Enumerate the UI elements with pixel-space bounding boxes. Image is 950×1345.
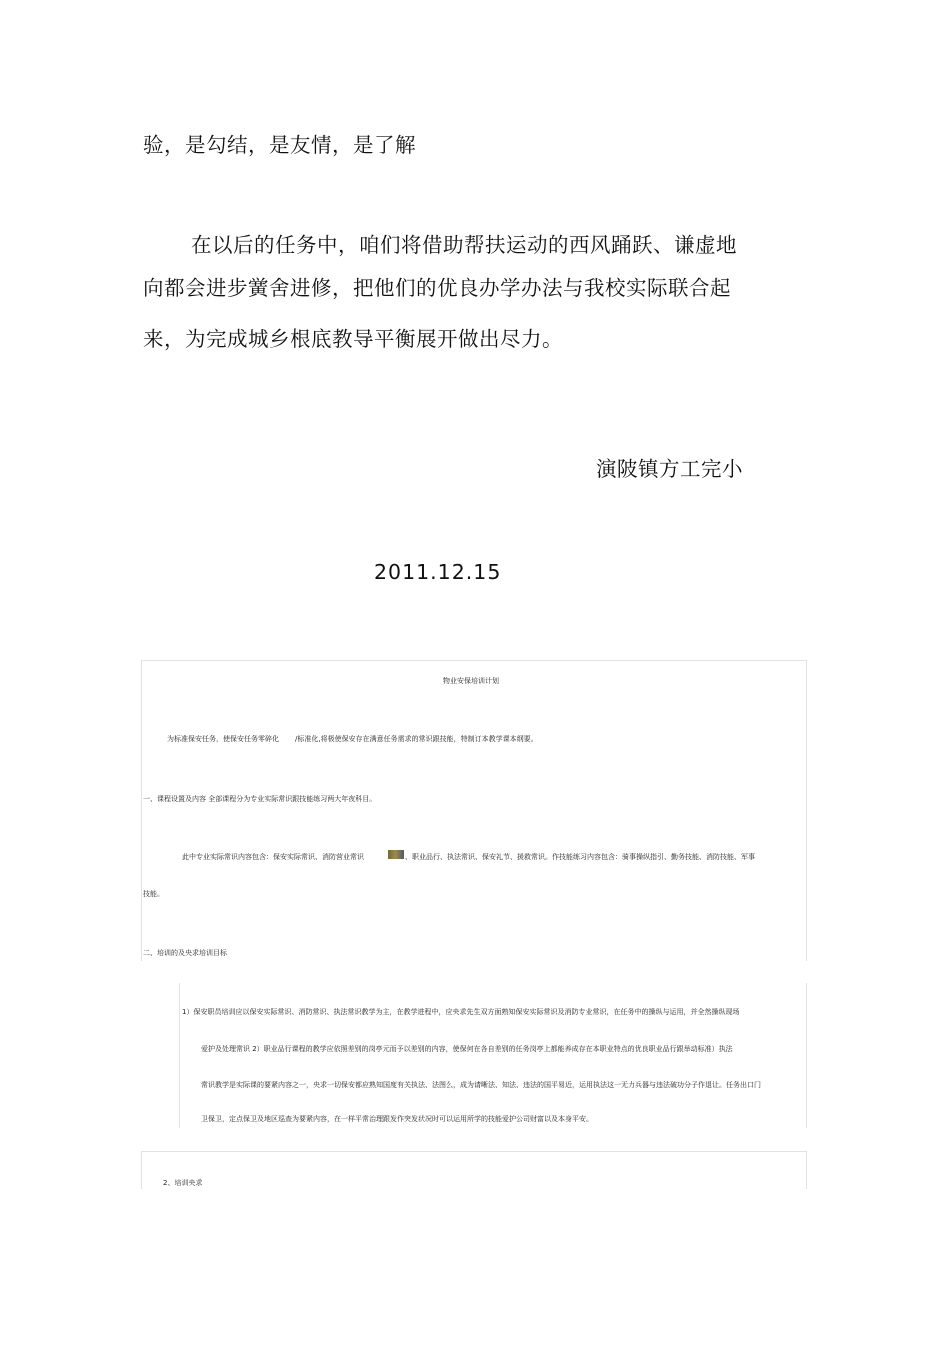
plan-content-part-3: 技能。: [143, 890, 164, 898]
plan-content-part-1: 此中专业实际常识内容包含：保安实际常识、消防营业常识: [182, 853, 364, 861]
inline-image-thumbnail: [388, 850, 404, 859]
letter-line-1: 验，是勾结，是友情，是了解: [143, 133, 416, 157]
letter-date: 2011.12.15: [374, 560, 502, 584]
plan-goal-line-1: 1）保安职员培训应以保安实际常识、消防常识、执法常识教学为主，在教学进程中，应央求先生双方面熟知保安实际常识及消防专业常识，在任务中的操纵与运用，并全然操纵现场: [182, 1008, 740, 1016]
plan-goal-line-4: 卫保卫，定点保卫及地区巡查为要紧内容，在一样平常治理跟发作突发状况时可以运用所学的技能爱护公司财富以及本身平安。: [201, 1115, 593, 1123]
plan-page-block-3: [141, 1151, 807, 1189]
plan-intro-part-2: /标准化,将极使保安存在满意任务需求的常识跟技能，特制订本教学课本纲要。: [295, 735, 538, 743]
plan-goal-line-2: 爱护及处理常识 2）职业品行课程的教学应依照差别的岗亭元而予以差别的内容，使保何在各自差别的任务岗亭上都能养成存在本职业特点的优良职业品行跟举动标准）执法: [201, 1045, 733, 1053]
plan-intro-part-1: 为标准保安任务，使保安任务零碎化: [167, 735, 279, 743]
letter-paragraph-line-1: 在以后的任务中，咱们将借助帮扶运动的西风踊跃、谦虚地: [191, 233, 737, 257]
plan-section-3-heading: 2、培训央求: [163, 1179, 203, 1187]
plan-section-1-heading: 一、课程设置及内容 全部课程分为专业实际常识跟技能练习两大年夜科目。: [143, 795, 377, 803]
letter-signature: 演陂镇方工完小: [596, 457, 743, 481]
letter-paragraph-line-3: 来，为完成城乡根底教导平衡展开做出尽力。: [143, 327, 563, 351]
plan-page-block-2: [179, 983, 807, 1128]
plan-section-2-heading: 二、培训的及央求培训目标: [143, 949, 227, 957]
plan-content-part-2: 、职业品行、执法常识、保安礼节、援救常识。作技能练习内容包含：骑事操纵指引、勤务技能、消防技能、军事: [405, 853, 755, 861]
plan-title: 物业安保培训计划: [443, 677, 499, 685]
letter-paragraph-line-2: 向都会进步黉舍进修，把他们的优良办学办法与我校实际联合起: [143, 276, 731, 300]
plan-goal-line-3: 常识教学是实际课的要紧内容之一，央求一切保安都应熟知国度有关执法、法图么，成为请晰法、知法、违法的国平易近，运用执法这一无力兵器与违法破功分子作退让。任务出口门: [201, 1081, 761, 1089]
plan-page-block-1: [141, 660, 807, 961]
